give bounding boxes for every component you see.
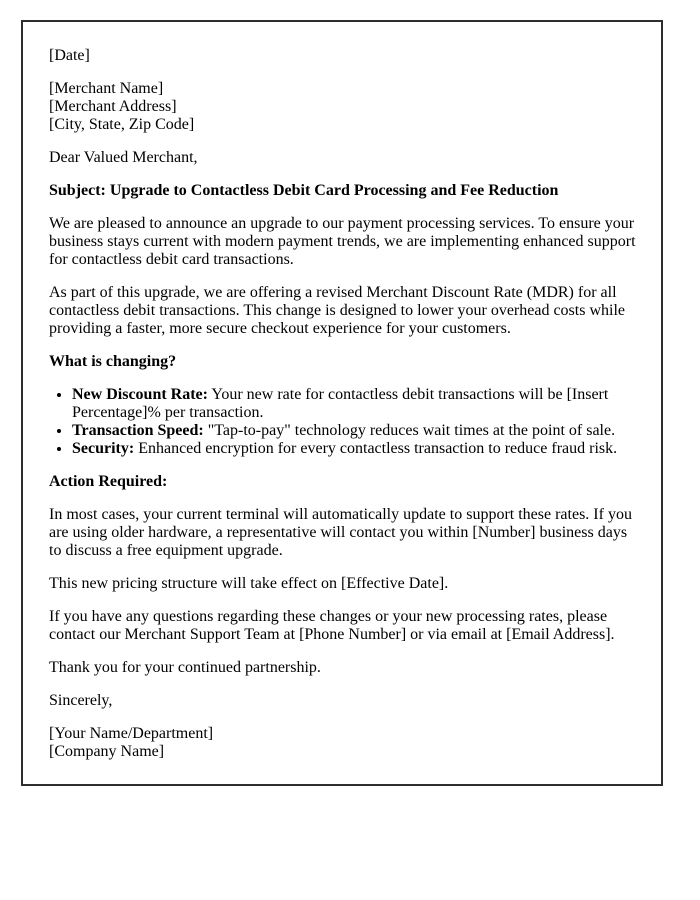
bullet-security [72, 440, 641, 458]
changes-heading: What is changing? [49, 353, 177, 370]
contact-paragraph: If you have any questions regarding these changes or your new processing rates, please contact our Merchant Support Team at [Phone Number] or via email at [Email Address]. [49, 608, 615, 643]
signature-block [49, 725, 641, 761]
salutation: Dear Valued Merchant, [49, 149, 198, 166]
bullet-new-discount-rate-label: New Discount Rate: [72, 386, 208, 403]
changes-list [49, 386, 641, 458]
bullet-transaction-speed-text: "Tap-to-pay" technology reduces wait times at the point of sale. [207, 422, 616, 439]
bullet-new-discount-rate [72, 386, 641, 422]
merchant-name: [Merchant Name] [49, 80, 164, 97]
signature-company: [Company Name] [49, 743, 165, 760]
closing: Sincerely, [49, 692, 113, 709]
terminal-paragraph: In most cases, your current terminal will automatically update to support these rates. If you are using older hardware, a representative will contact you within [Number] business days to discuss a free equipment upgrade. [49, 506, 632, 559]
merchant-address: [Merchant Address] [49, 98, 177, 115]
mdr-paragraph: As part of this upgrade, we are offering a revised Merchant Discount Rate (MDR) for all contactless debit transactions. This change is designed to lower your overhead costs while providing a faster, more secure checkout experience for your customers. [49, 284, 625, 337]
intro-paragraph: We are pleased to announce an upgrade to our payment processing services. To ensure your business stays current with modern payment trends, we are implementing enhanced support for contactless debit card transactions. [49, 215, 636, 268]
bullet-new-discount-rate-text: Your new rate for contactless debit transactions will be [Insert Percentage]% per transaction. [72, 386, 609, 421]
merchant-city-state-zip: [City, State, Zip Code] [49, 116, 195, 133]
thanks-paragraph: Thank you for your continued partnership. [49, 659, 321, 676]
bullet-security-text: Enhanced encryption for every contactless transaction to reduce fraud risk. [138, 440, 618, 457]
date-placeholder: [Date] [49, 47, 90, 64]
recipient-block [49, 80, 641, 134]
bullet-transaction-speed [72, 422, 641, 440]
action-heading: Action Required: [49, 473, 168, 490]
bullet-security-label: Security: [72, 440, 135, 457]
subject-line: Subject: Upgrade to Contactless Debit Card Processing and Fee Reduction [49, 182, 559, 199]
letter-page [0, 20, 700, 786]
signature-name-department: [Your Name/Department] [49, 725, 214, 742]
bullet-transaction-speed-label: Transaction Speed: [72, 422, 204, 439]
effective-date-paragraph: This new pricing structure will take effect on [Effective Date]. [49, 575, 449, 592]
letter-border-box [21, 20, 663, 786]
